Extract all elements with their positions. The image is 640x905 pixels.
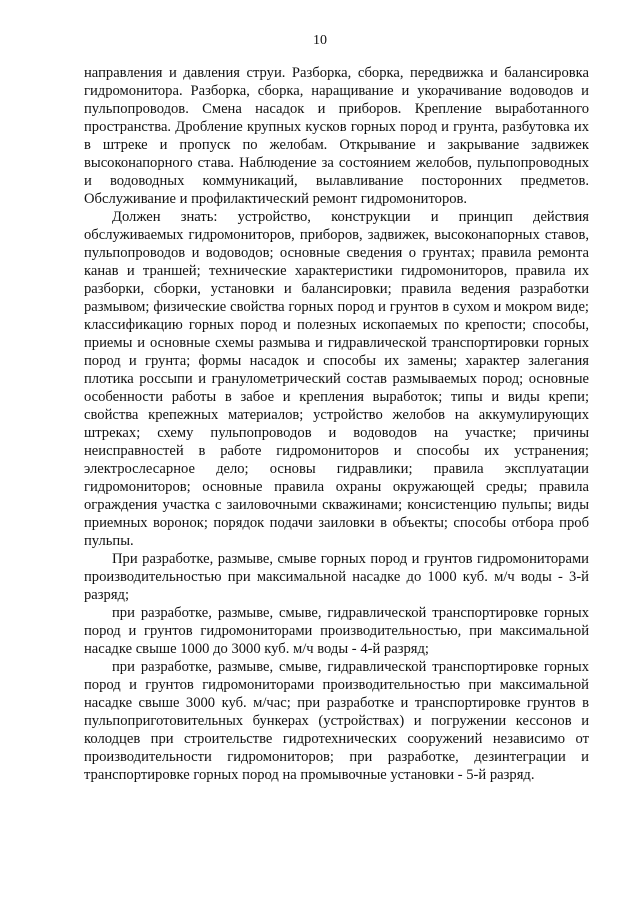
paragraph-grade-4: при разработке, размыве, смыве, гидравлической транспортировке горных пород и грунтов гидромониторами производительностью, при максимальной насадке свыше 1000 до 3000 куб. м/ч воды - 4-й разряд; — [84, 605, 589, 657]
paragraph-grade-3: При разработке, размыве, смыве горных пород и грунтов гидромониторами производительностью при максимальной насадке до 1000 куб. м/ч воды - 3-й разряд; — [84, 551, 589, 603]
paragraph-must-know: Должен знать: устройство, конструкции и принцип действия обслуживаемых гидромониторов, приборов, задвижек, высоконапорных ставов, пульпопроводов и водоводов; основные сведения о грунтах; правила ремонта канав и траншей; технические характеристики гидромониторов, правила их разборки, сборки, установки и балансировки; правила ведения разработки размывом; физические свойства горных пород и грунтов в сухом и мокром виде; классификацию горных пород и полезных ископаемых по крепости; способы, приемы и основные схемы размыва и гидравлической транспортировки горных пород и грунта; формы насадок и способы их замены; характер залегания плотика россыпи и гранулометрический состав размываемых пород; основные особенности работы в забое и крепления выработок; типы и виды крепи; свойства крепежных материалов; устройство желобов на аккумулирующих штреках; схему пульпопроводов и водоводов на участке; причины неисправностей в работе гидромониторов и способы их устранения; электрослесарное дело; основы гидравлики; правила эксплуатации гидромониторов; основные правила охраны окружающей среды; правила ограждения участка с заиловочными скважинами; консистенцию пульпы; виды приемных воронок; порядок подачи заиловки в объекты; способы отбора проб пульпы. — [84, 209, 589, 549]
paragraph-grade-5: при разработке, размыве, смыве, гидравлической транспортировке горных пород и грунтов гидромониторами производительностью при максимальной насадке свыше 3000 куб. м/час; при разработке и транспортировке грунтов в пульпоприготовительных бункерах (устройствах) и погружении кессонов и колодцев при строительстве гидротехнических сооружений независимо от производительности гидромониторов; при разработке, дезинтеграции и транспортировке горных пород на промывочные установки - 5-й разряд. — [84, 659, 589, 783]
paragraph-continuation: направления и давления струи. Разборка, сборка, передвижка и балансировка гидромонитора. Разборка, сборка, наращивание и укорачивание водоводов и пульпопроводов. Смена насадок и приборов. Крепление выработанного пространства. Дробление крупных кусков горных пород и грунта, разбутовка их в штреке и пропуск по желобам. Открывание и закрывание задвижек высоконапорного става. Наблюдение за состоянием желобов, пульпопроводных и водоводных коммуникаций, вылавливание посторонних предметов. Обслуживание и профилактический ремонт гидромониторов. — [84, 65, 589, 207]
document-body — [84, 64, 589, 784]
page-number: 10 — [313, 33, 327, 48]
